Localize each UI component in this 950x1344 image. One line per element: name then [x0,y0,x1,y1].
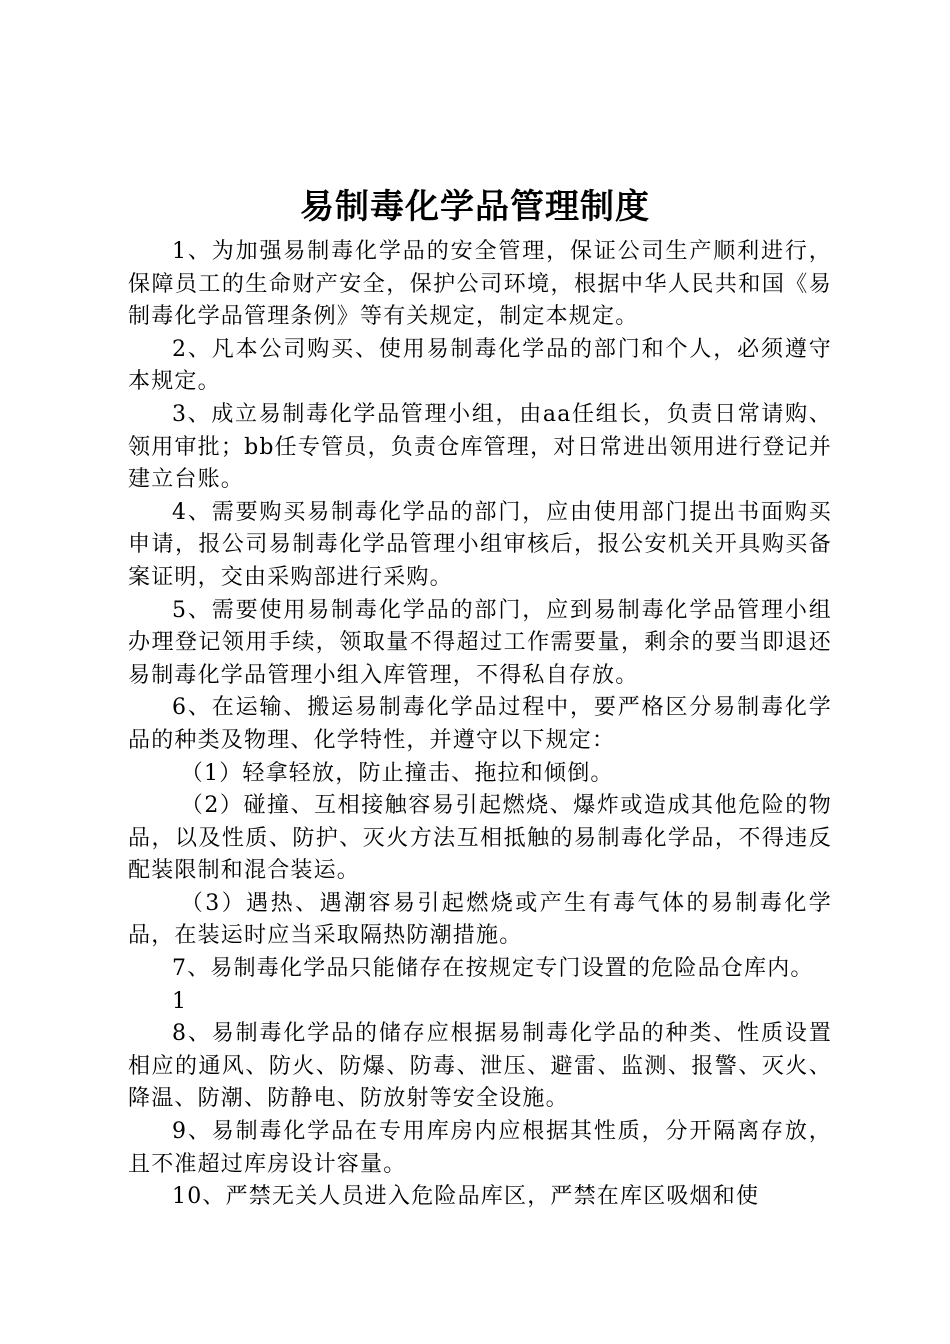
page-number: 1 [172,988,188,1014]
paragraph-2: 2、凡本公司购买、使用易制毒化学品的部门和个人，必须遵守本规定。 [128,336,832,395]
document-title: 易制毒化学品管理制度 [300,187,650,227]
paragraph-10: 10、严禁无关人员进入危险品库区，严禁在库区吸烟和使 [172,1184,760,1210]
paragraph-7: 7、易制毒化学品只能储存在按规定专门设置的危险品仓库内。 [172,956,814,982]
paragraph-3: 3、成立易制毒化学品管理小组，由aa任组长，负责日常请购、领用审批；bb任专管员，负责仓库管理，对日常进出领用进行登记并建立台账。 [128,401,832,493]
paragraph-4: 4、需要购买易制毒化学品的部门，应由使用部门提出书面购买申请，报公司易制毒化学品管理小组审核后，报公安机关开具购买备案证明，交由采购部进行采购。 [128,499,832,590]
paragraph-6: 6、在运输、搬运易制毒化学品过程中，要严格区分易制毒化学品的种类及物理、化学特性，并遵守以下规定： [128,695,832,753]
sub-item-1: （1）轻拿轻放，防止撞击、拖拉和倾倒。 [180,760,614,786]
paragraph-9: 9、易制毒化学品在专用库房内应根据其性质，分开隔离存放，且不准超过库房设计容量。 [128,1119,832,1177]
document-body [128,236,832,1214]
sub-item-3: （3）遇热、遇潮容易引起燃烧或产生有毒气体的易制毒化学品，在装运时应当采取隔热防潮措施。 [128,890,832,949]
paragraph-5: 5、需要使用易制毒化学品的部门，应到易制毒化学品管理小组办理登记领用手续，领取量不得超过工作需要量，剩余的要当即退还易制毒化学品管理小组入库管理，不得私自存放。 [128,597,832,688]
paragraph-8: 8、易制毒化学品的储存应根据易制毒化学品的种类、性质设置相应的通风、防火、防爆、防毒、泄压、避雷、监测、报警、灭火、降温、防潮、防静电、防放射等安全设施。 [128,1021,832,1112]
paragraph-1: 1、为加强易制毒化学品的安全管理，保证公司生产顺利进行，保障员工的生命财产安全，保护公司环境，根据中华人民共和国《易制毒化学品管理条例》等有关规定，制定本规定。 [128,239,832,330]
sub-item-2: （2）碰撞、互相接触容易引起燃烧、爆炸或造成其他危险的物品，以及性质、防护、灭火方法互相抵触的易制毒化学品，不得违反配装限制和混合装运。 [128,793,832,884]
